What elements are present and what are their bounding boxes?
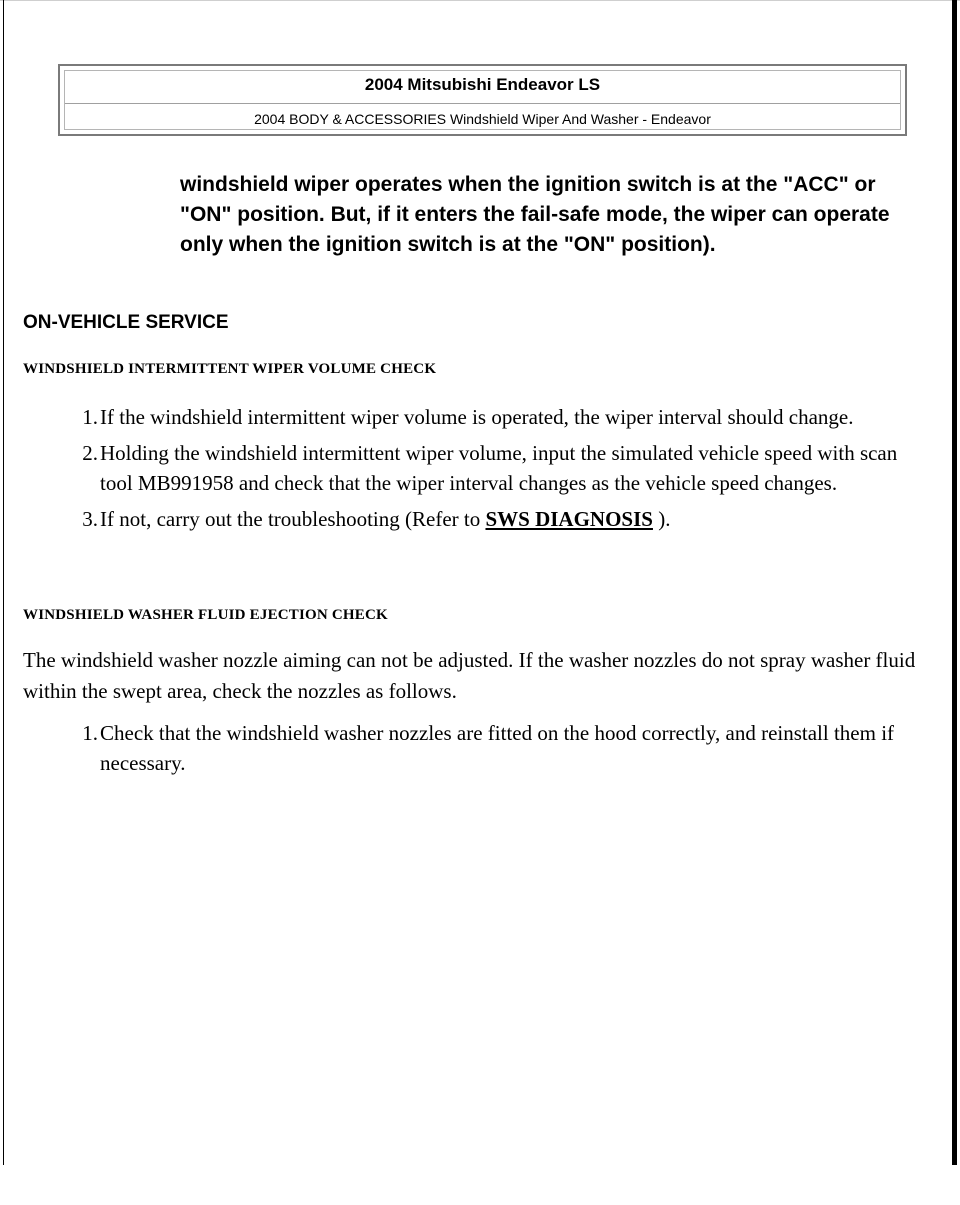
- step-text: If the windshield intermittent wiper volume is operated, the wiper interval should change.: [100, 405, 854, 429]
- list-item: [38, 438, 918, 498]
- step-text: Check that the windshield washer nozzles are fitted on the hood correctly, and reinstall them if necessary.: [100, 721, 895, 775]
- list-item: [38, 718, 918, 778]
- section-heading: ON-VEHICLE SERVICE: [23, 312, 229, 333]
- step-text: [100, 504, 918, 534]
- document-header: [58, 64, 907, 136]
- sws-diagnosis-link[interactable]: SWS DIAGNOSIS: [485, 507, 653, 531]
- step-text: Holding the windshield intermittent wiper volume, input the simulated vehicle speed with scan tool MB991958 and check that the wiper interval changes as the vehicle speed changes.: [100, 441, 898, 495]
- vehicle-title: 2004 Mitsubishi Endeavor LS: [364, 75, 601, 94]
- step-number: 2.: [82, 441, 98, 465]
- step-number: 1.: [82, 405, 98, 429]
- step-number: 1.: [82, 721, 98, 745]
- wiper-volume-check-heading: WINDSHIELD INTERMITTENT WIPER VOLUME CHECK: [23, 361, 437, 377]
- header-divider: [65, 103, 900, 104]
- washer-nozzle-paragraph: The windshield washer nozzle aiming can not be adjusted. If the washer nozzles do not spray washer fluid within the swept area, check the nozzles as follows.: [23, 648, 916, 703]
- step-text-before-link: If not, carry out the troubleshooting (Refer to: [100, 507, 486, 531]
- list-item: [38, 402, 918, 432]
- washer-ejection-check-steps: [38, 718, 918, 784]
- step-text-after-link: ).: [652, 507, 671, 531]
- step-number: 3.: [82, 507, 98, 531]
- page-left-border: [3, 0, 4, 1165]
- header-inner-frame: [64, 70, 901, 130]
- list-item: [38, 504, 918, 534]
- operation-note: windshield wiper operates when the ignition switch is at the "ACC" or "ON" position. But, if it enters the fail-safe mode, the wiper can operate only when the ignition switch is at the "ON" position).: [180, 173, 890, 256]
- wiper-volume-check-steps: [38, 402, 918, 540]
- section-subtitle: 2004 BODY & ACCESSORIES Windshield Wiper And Washer - Endeavor: [254, 111, 711, 127]
- page-top-edge: [0, 0, 960, 1]
- page-right-border: [952, 0, 957, 1165]
- washer-ejection-check-heading: WINDSHIELD WASHER FLUID EJECTION CHECK: [23, 607, 388, 623]
